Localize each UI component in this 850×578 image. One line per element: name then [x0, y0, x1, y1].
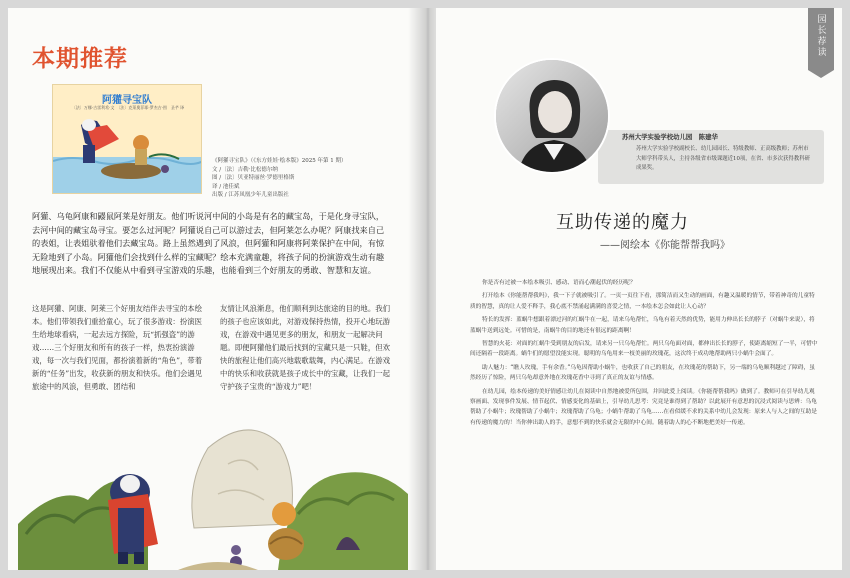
- article-paragraph: 打开绘本《你能帮帮我吗》，我一下子就被吸引了。一页一页往下看，那简洁而又生动的画面，有趣又温暖的情节，带着神奇的儿童特质的智慧，真的让人爱不释手，我心底不禁涌起满满的喜爱之情，一本绘本怎会如此让人心动？: [470, 293, 815, 310]
- review-column-left: 这是阿獾、阿康、阿莱三个好朋友结伴去寻宝的本绘本。他们带领我们重拾童心，玩了很多游戏：扮演医生给地球看病，一起去远方探险，玩“抓强盗”的游戏……三个好朋友和所有的孩子一样，热衷扮演游戏，每一次与我们见面，都扮演着新的“角色”，带着新的“任务”出发，收获新的朋友和快乐。他们会遇见旅途中的风浪，但勇敢、团结和: [32, 304, 203, 391]
- section-title: 本期推荐: [32, 46, 128, 72]
- column-tab-label: 园长荐读: [815, 14, 826, 58]
- book-metadata: [212, 157, 398, 200]
- article-paragraph: 你是否有过被一本绘本吸引、感动、语而心潮起伏的经历呢？: [482, 280, 636, 286]
- review-column-right: 友情让风浪渐息，他们顺利到达旅途的目的地。我们的孩子也应该如此，对游戏保持热情，投开心地玩游戏，在游戏中遇见更多的朋友，和朋友一起解决问题。即便阿獾他们最后找到的宝藏只是一只鞋，但欢快的旅程让他们高兴地载歌载舞，内心满足。在游戏中的快乐和收获就是孩子成长中的宝藏，让我们一起守护孩子宝贵的“游戏力”吧！: [220, 304, 390, 391]
- book-meta-line: 译 / 池佳斌: [212, 183, 240, 190]
- book-meta-line: 文 /〔法〕吉勒·比松德尔纳: [212, 166, 278, 173]
- author-bio: 苏州大学实验学校副校长、幼儿园园长、特级教师、正高级教师；苏州市大师学科带头人，主持各级省市级课题近10项，在省、市多次获得教科研成果奖。: [636, 146, 810, 172]
- portrait-photo: [496, 60, 610, 174]
- author-name: 苏州大学实验学校幼儿园 陈建华: [622, 133, 718, 141]
- cover-title: 阿獾寻宝队: [102, 95, 152, 106]
- article-paragraph: 助人魅力：“瞧人玫瑰，手有余香。”乌龟因帮助小蜗牛，也收获了自己的朋友，在玫瑰花的帮助下，另一端的乌龟顺利越过了障碍，虽然经历了惊险，两只乌龟却意外地在玫瑰花香中寻到了真正的友谊与情感。: [470, 364, 815, 382]
- book-meta-line: 图 /〔法〕贝亚特丽丝·罗德里格斯: [212, 175, 295, 181]
- book-summary: 阿獾、乌龟阿康和鼹鼠阿莱是好朋友。他们听说河中间的小岛是有名的藏宝岛，于是化身寻宝队，去河中间的藏宝岛寻宝。要怎么过河呢？阿獾说自己可以游过去，但阿莱怎么办呢？阿康找来自己的表姐，让表姐驮着他们去藏宝岛。路上虽然遇到了风浪，但阿獾和阿康将阿莱保护在中间，有惊无险地到了小岛。阿獾他们会找到什么样的宝藏呢？绘本充满童趣，将孩子间的扮演游戏生动有趣地展现出来。我们不仅能从中看到寻宝游戏的乐趣，也能看到三个好朋友的勇敢、智慧和友谊。: [32, 211, 385, 276]
- article-title: 互助传递的魔力: [556, 212, 689, 233]
- article-paragraph: 特长的发挥：蓝蜗牛想跟着漂过河的红蜗牛在一起，请来乌龟帮忙，乌龟有着天然的优势，能用力伸出长长的脖子（对蜗牛来说），将蓝蜗牛送到远处。可惜的是，南蜗牛的目的地还有很远的距离啊！: [470, 317, 815, 334]
- magazine-spread: [8, 8, 842, 570]
- column-tab: [808, 8, 834, 70]
- article-body: [470, 278, 818, 431]
- cover-credits: 〔法〕万娜·古雷利希·文 〔法〕克莱奥菲耶·罗杰吉·图 圣芊 译: [71, 105, 185, 110]
- story-illustration: [18, 404, 408, 570]
- article-paragraph: 智慧的火花：对面的红蜗牛受到朋友的启发，请来另一只乌龟帮忙。两只乌龟面对面，都伸出长长的脖子，使距离缩短了一半，可惜中间还隔着一段距离。蜗牛们的愿望没能实现。聪明的乌龟用来一枝美丽的玫瑰花，这次终于成功地帮助两只小蜗牛会面了。: [470, 341, 818, 358]
- author-portrait: [494, 58, 610, 174]
- book-meta-line: 《阿獾寻宝队》（《东方娃娃·绘本版》2025 年第 1 期）: [212, 158, 347, 164]
- article-paragraph: 在幼儿园，绘本传递的美好情感让幼儿在阅读中自然地被爱所包围，并因此爱上阅读。《你能帮帮我吗》做到了。教师可在引导幼儿观察画面、发现事件发展、情节起伏、情感变化的基础上，引导幼儿思考：究竟是谁得到了帮助？以此展开有意思的沉浸式阅读与思辨：乌龟帮助了小蜗牛；玫瑰帮助了小蜗牛；玫瑰帮助了乌龟；小蜗牛帮助了乌龟……在看似缓不求的关系中幼儿会发现：原来人与人之间的互助是有传递的魔力的！当你伸出助人的手，意想不到的快乐就会无限的中心间。随着助人的心不断地把美好一传递。: [470, 388, 817, 426]
- column-tab-notch: [808, 70, 834, 78]
- book-meta-line: 出版 / 江苏凤凰少年儿童出版社: [212, 192, 289, 198]
- article-subtitle: ——阅绘本《你能帮帮我吗》: [600, 240, 730, 251]
- left-page: [8, 8, 418, 570]
- book-cover: [52, 84, 202, 194]
- right-page: [436, 8, 842, 570]
